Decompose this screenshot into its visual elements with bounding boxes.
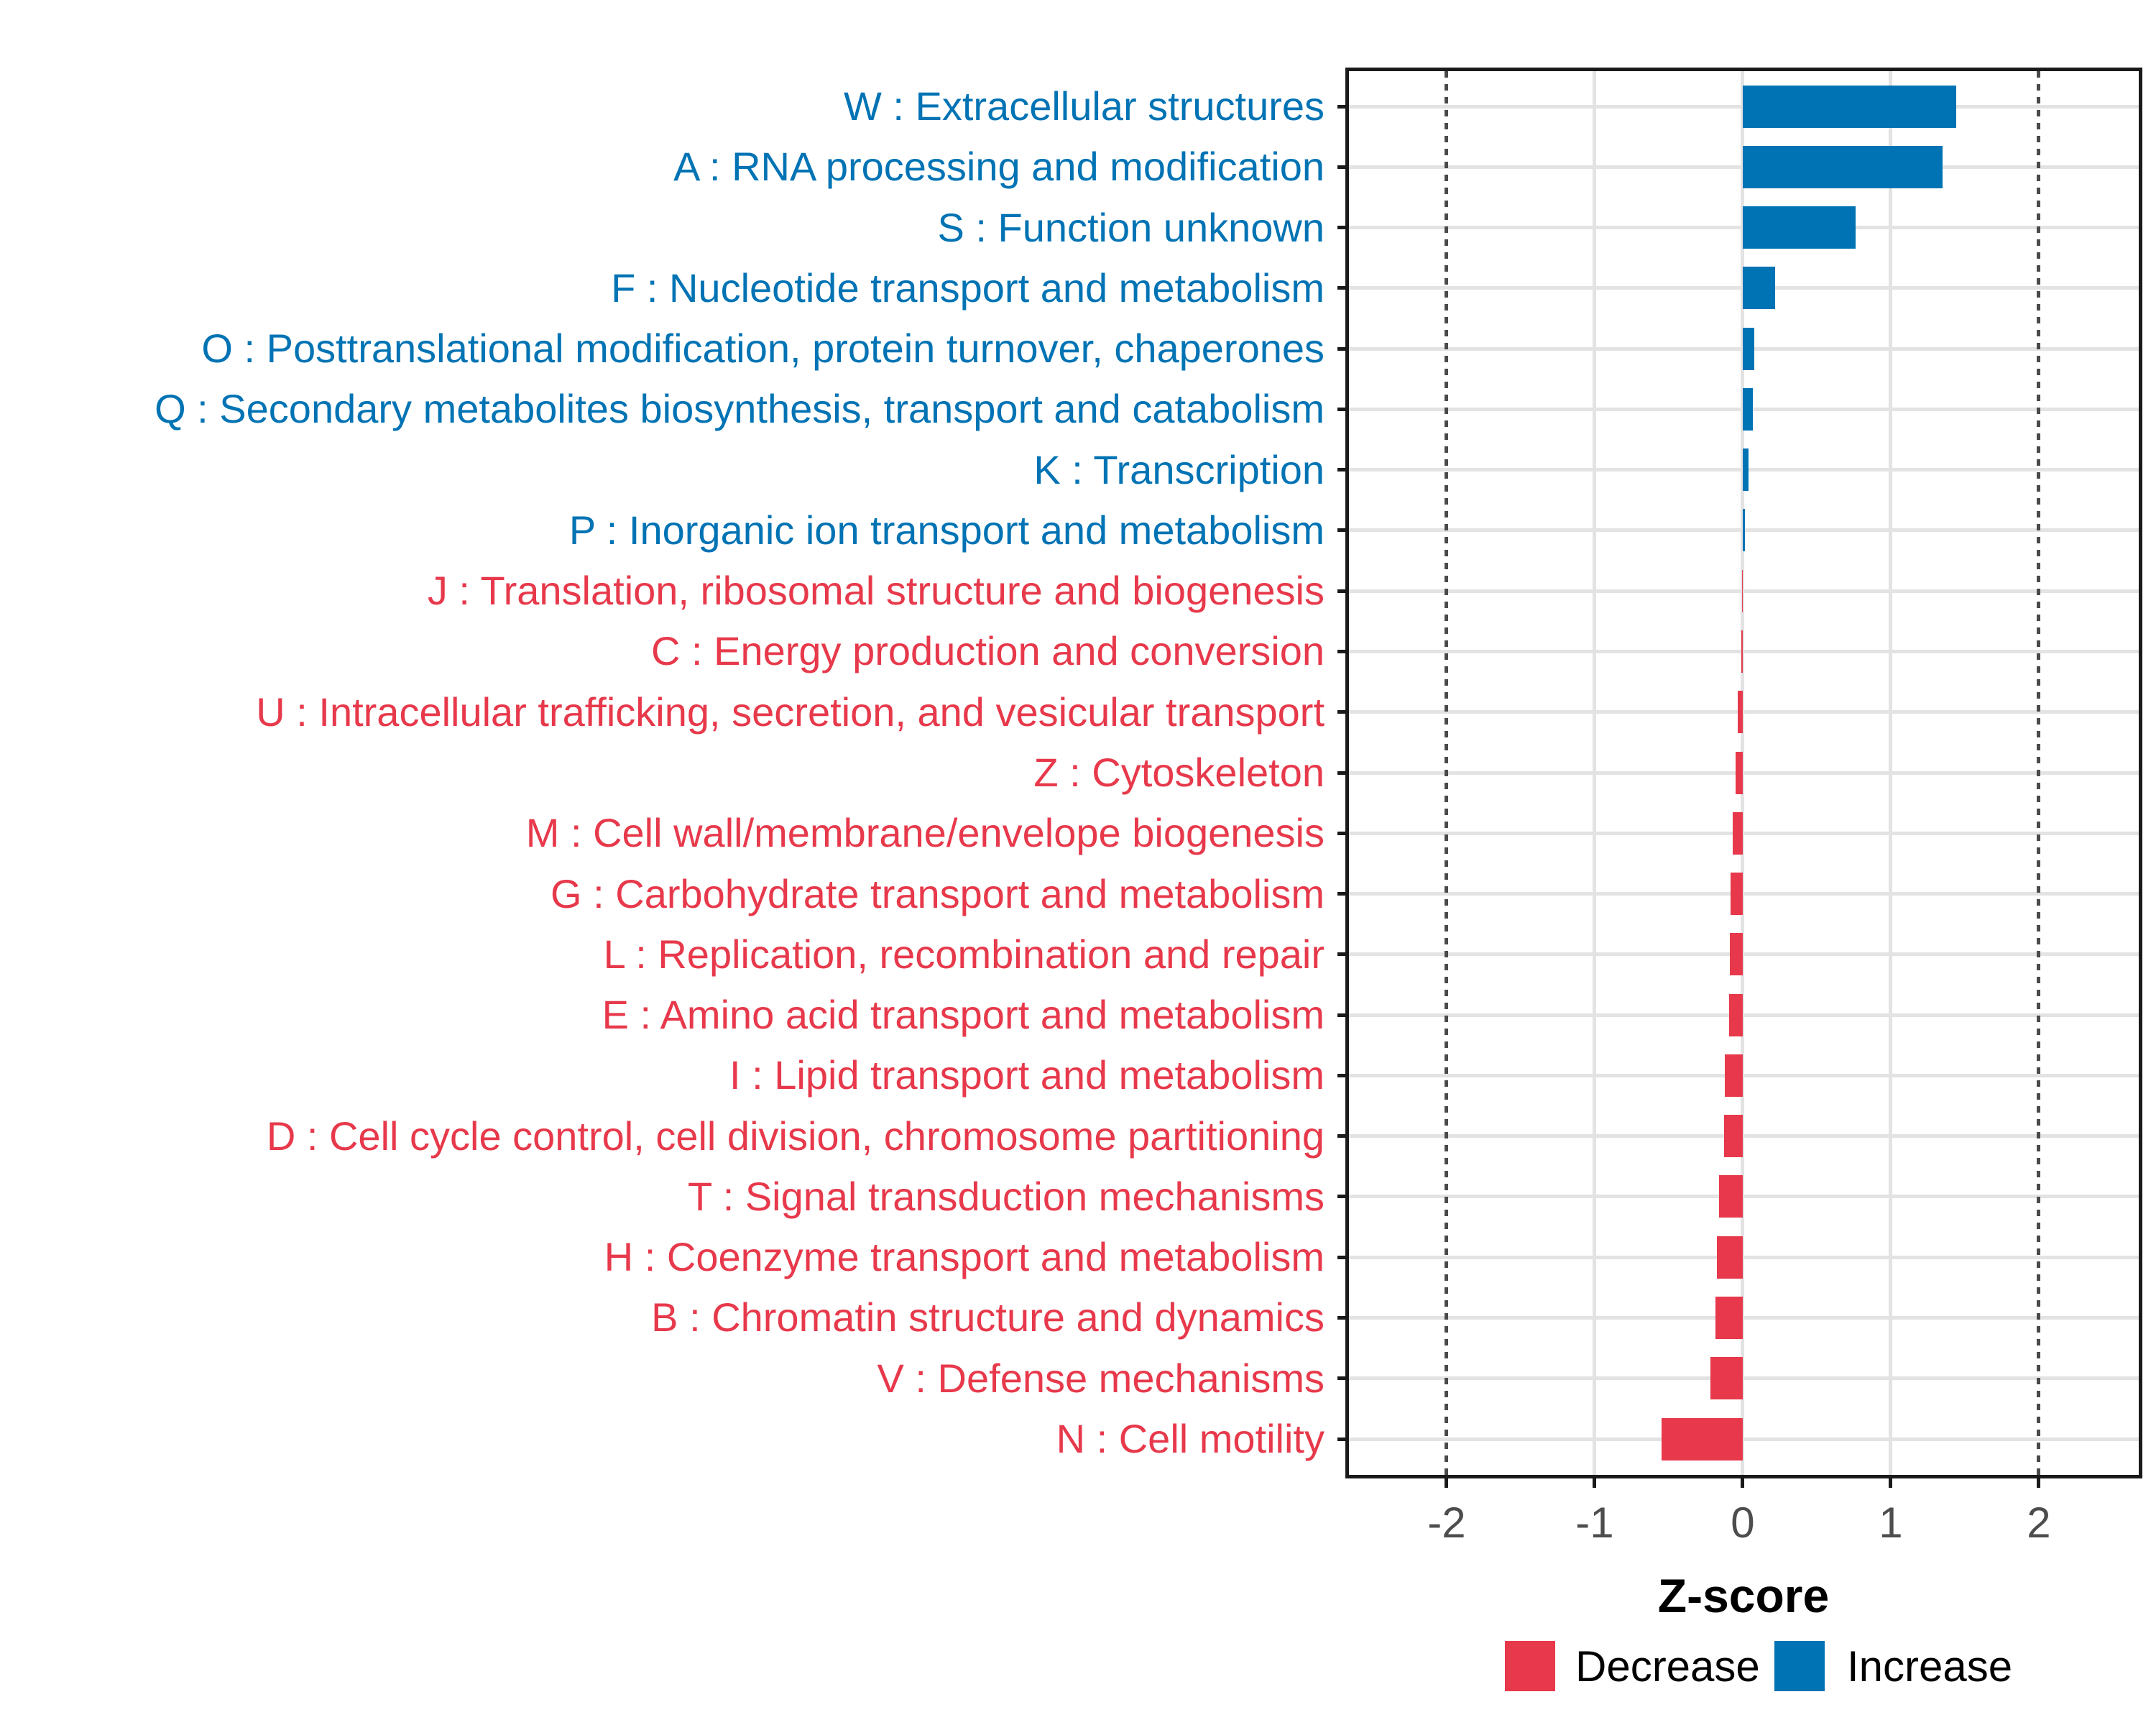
bar-D bbox=[1724, 1115, 1743, 1157]
legend-swatch-increase bbox=[1774, 1641, 1825, 1691]
x-tick-label--1: -1 bbox=[1575, 1499, 1614, 1547]
category-label-V: V : Defense mechanisms bbox=[877, 1355, 1325, 1401]
y-tick-Z bbox=[1337, 771, 1349, 775]
category-label-U: U : Intracellular trafficking, secretion, and vesicular transport bbox=[256, 689, 1325, 735]
plot-panel bbox=[1349, 71, 2139, 1475]
category-label-Z: Z : Cytoskeleton bbox=[1033, 750, 1325, 795]
bar-E bbox=[1729, 994, 1743, 1036]
y-tick-P bbox=[1337, 528, 1349, 532]
x-tick-label--2: -2 bbox=[1427, 1499, 1466, 1547]
gridline-x--1 bbox=[1593, 71, 1596, 1475]
category-label-E: E : Amino acid transport and metabolism bbox=[602, 992, 1325, 1038]
category-label-N: N : Cell motility bbox=[1056, 1416, 1325, 1461]
bar-G bbox=[1731, 873, 1742, 915]
y-tick-N bbox=[1337, 1438, 1349, 1441]
x-tick-2 bbox=[2037, 1475, 2040, 1488]
bar-L bbox=[1730, 933, 1743, 975]
category-label-O: O : Posttranslational modification, protein turnover, chaperones bbox=[201, 326, 1325, 372]
y-tick-C bbox=[1337, 650, 1349, 653]
y-tick-D bbox=[1337, 1134, 1349, 1138]
category-label-J: J : Translation, ribosomal structure and biogenesis bbox=[427, 568, 1325, 614]
bar-T bbox=[1719, 1175, 1743, 1218]
bar-Z bbox=[1736, 752, 1743, 794]
legend-swatch-decrease bbox=[1505, 1641, 1555, 1691]
legend-label-increase: Increase bbox=[1847, 1642, 2013, 1690]
x-tick--1 bbox=[1593, 1475, 1596, 1488]
x-tick-label-0: 0 bbox=[1731, 1499, 1755, 1547]
x-tick--2 bbox=[1445, 1475, 1448, 1488]
category-label-L: L : Replication, recombination and repair bbox=[603, 931, 1325, 977]
y-tick-A bbox=[1337, 165, 1349, 169]
bar-I bbox=[1725, 1054, 1743, 1097]
y-tick-V bbox=[1337, 1376, 1349, 1380]
bar-A bbox=[1743, 146, 1943, 188]
category-label-B: B : Chromatin structure and dynamics bbox=[651, 1294, 1325, 1340]
x-tick-label-2: 2 bbox=[2027, 1499, 2051, 1547]
category-label-C: C : Energy production and conversion bbox=[651, 628, 1325, 674]
y-tick-G bbox=[1337, 892, 1349, 896]
bar-F bbox=[1743, 267, 1775, 309]
category-label-Q: Q : Secondary metabolites biosynthesis, transport and catabolism bbox=[155, 386, 1325, 432]
y-tick-F bbox=[1337, 286, 1349, 290]
x-tick-0 bbox=[1741, 1475, 1744, 1488]
legend-label-decrease: Decrease bbox=[1575, 1642, 1760, 1690]
bar-H bbox=[1717, 1236, 1743, 1279]
bar-C bbox=[1741, 630, 1743, 673]
category-label-S: S : Function unknown bbox=[937, 204, 1325, 250]
bar-J bbox=[1742, 570, 1743, 612]
bar-V bbox=[1710, 1357, 1743, 1399]
category-label-T: T : Signal transduction mechanisms bbox=[687, 1173, 1325, 1219]
y-tick-T bbox=[1337, 1195, 1349, 1198]
y-tick-W bbox=[1337, 105, 1349, 109]
y-tick-J bbox=[1337, 589, 1349, 593]
x-axis-title: Z-score bbox=[1657, 1569, 1830, 1622]
x-tick-1 bbox=[1889, 1475, 1892, 1488]
y-tick-Q bbox=[1337, 408, 1349, 411]
reference-line-2 bbox=[2037, 71, 2040, 1475]
bar-K bbox=[1743, 448, 1749, 491]
y-tick-O bbox=[1337, 347, 1349, 351]
category-label-G: G : Carbohydrate transport and metabolism bbox=[550, 870, 1325, 916]
category-label-D: D : Cell cycle control, cell division, chromosome partitioning bbox=[266, 1113, 1325, 1159]
y-tick-U bbox=[1337, 710, 1349, 714]
category-label-W: W : Extracellular structures bbox=[843, 83, 1325, 129]
x-tick-label-1: 1 bbox=[1879, 1499, 1903, 1547]
y-tick-B bbox=[1337, 1316, 1349, 1320]
y-tick-M bbox=[1337, 832, 1349, 835]
y-tick-I bbox=[1337, 1074, 1349, 1077]
bar-P bbox=[1743, 509, 1745, 551]
bar-W bbox=[1743, 86, 1956, 128]
category-label-A: A : RNA processing and modification bbox=[673, 144, 1325, 190]
category-label-K: K : Transcription bbox=[1033, 446, 1325, 492]
category-label-I: I : Lipid transport and metabolism bbox=[729, 1052, 1325, 1098]
gridline-x-1 bbox=[1889, 71, 1892, 1475]
category-label-M: M : Cell wall/membrane/envelope biogenesis bbox=[525, 810, 1325, 856]
bar-U bbox=[1738, 691, 1743, 733]
bar-S bbox=[1743, 206, 1856, 249]
y-tick-S bbox=[1337, 226, 1349, 229]
bar-O bbox=[1743, 328, 1754, 370]
bar-B bbox=[1715, 1297, 1743, 1339]
category-label-P: P : Inorganic ion transport and metabolism bbox=[568, 507, 1325, 553]
y-tick-K bbox=[1337, 468, 1349, 472]
y-tick-H bbox=[1337, 1256, 1349, 1259]
bar-N bbox=[1662, 1418, 1743, 1460]
bar-M bbox=[1733, 812, 1743, 855]
y-tick-L bbox=[1337, 952, 1349, 956]
category-label-F: F : Nucleotide transport and metabolism bbox=[611, 264, 1325, 310]
bar-Q bbox=[1743, 388, 1753, 431]
reference-line--2 bbox=[1445, 71, 1448, 1475]
category-label-H: H : Coenzyme transport and metabolism bbox=[604, 1234, 1325, 1280]
y-tick-E bbox=[1337, 1013, 1349, 1017]
